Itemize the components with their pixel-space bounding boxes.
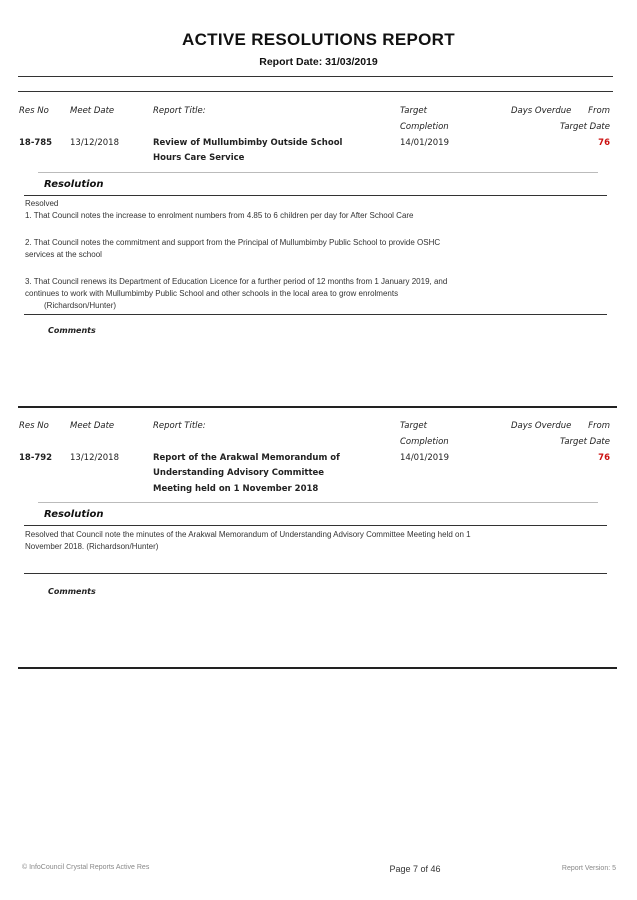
report-title-line: Hours Care Service [153, 153, 245, 163]
resolution-text: 2. That Council notes the commitment and support from the Principal of Mullumbimby Public School to provide OSHC [25, 238, 441, 247]
resolution-heading: Resolution [44, 509, 104, 520]
days-overdue-value: 76 [598, 138, 610, 148]
res-no: 18-785 [19, 138, 53, 148]
resolution-text: Resolved [25, 199, 59, 208]
divider [24, 573, 607, 574]
days-overdue-header: Days Overdue [511, 421, 572, 431]
report-version: Report Version: 5 [561, 865, 616, 872]
resolution-text: continues to work with Mullumbimby Public School and other schools in the local area to grow enrolments [25, 289, 399, 298]
comments-label: Comments [48, 326, 96, 335]
resolution-text: services at the school [25, 250, 102, 259]
footer-source: © InfoCouncil Crystal Reports Active Res [22, 864, 150, 871]
meet-date: 13/12/2018 [70, 453, 119, 463]
resolution-heading: Resolution [44, 179, 104, 190]
days-overdue-header: Days Overdue [511, 106, 572, 116]
from-header: From [588, 421, 610, 431]
res-no-header: Res No [19, 421, 49, 431]
report-title-line: Report of the Arakwal Memorandum of [153, 453, 340, 463]
report-title-header: Report Title: [153, 106, 206, 116]
report-title: ACTIVE RESOLUTIONS REPORT [182, 30, 455, 49]
resolution-text: November 2018. (Richardson/Hunter) [25, 542, 159, 551]
target-completion: 14/01/2019 [400, 138, 449, 148]
completion-header: Completion [400, 437, 449, 447]
divider [18, 667, 617, 669]
page-number: Page 7 of 46 [389, 864, 441, 874]
target-header: Target [400, 421, 427, 431]
meet-date-header: Meet Date [70, 106, 115, 116]
res-no-header: Res No [19, 106, 49, 116]
comments-label: Comments [48, 587, 96, 596]
divider [24, 314, 607, 315]
resolution-mover: (Richardson/Hunter) [44, 301, 117, 310]
report-date: Report Date: 31/03/2019 [259, 56, 378, 68]
divider [38, 172, 598, 173]
from-header: From [588, 106, 610, 116]
report-title-line: Understanding Advisory Committee [153, 468, 325, 478]
days-overdue-value: 76 [598, 453, 610, 463]
divider [18, 406, 617, 408]
divider [18, 76, 613, 77]
meet-date: 13/12/2018 [70, 138, 119, 148]
target-date-header: Target Date [560, 122, 610, 132]
report-title-line: Review of Mullumbimby Outside School [153, 138, 343, 148]
resolution-text: Resolved that Council note the minutes of the Arakwal Memorandum of Understanding Advisory Committee Meeting held on 1 [25, 530, 471, 539]
target-date-header: Target Date [560, 437, 610, 447]
report-title-header: Report Title: [153, 421, 206, 431]
target-header: Target [400, 106, 427, 116]
resolution-text: 3. That Council renews its Department of Education Licence for a further period of 12 months from 1 January 2019, and [25, 277, 448, 286]
completion-header: Completion [400, 122, 449, 132]
divider [38, 502, 598, 503]
divider [24, 195, 607, 196]
meet-date-header: Meet Date [70, 421, 115, 431]
divider [24, 525, 607, 526]
resolution-text: 1. That Council notes the increase to enrolment numbers from 4.85 to 6 children per day for After School Care [25, 211, 414, 220]
res-no: 18-792 [19, 453, 53, 463]
report-title-line: Meeting held on 1 November 2018 [153, 484, 319, 494]
target-completion: 14/01/2019 [400, 453, 449, 463]
divider [18, 91, 613, 92]
